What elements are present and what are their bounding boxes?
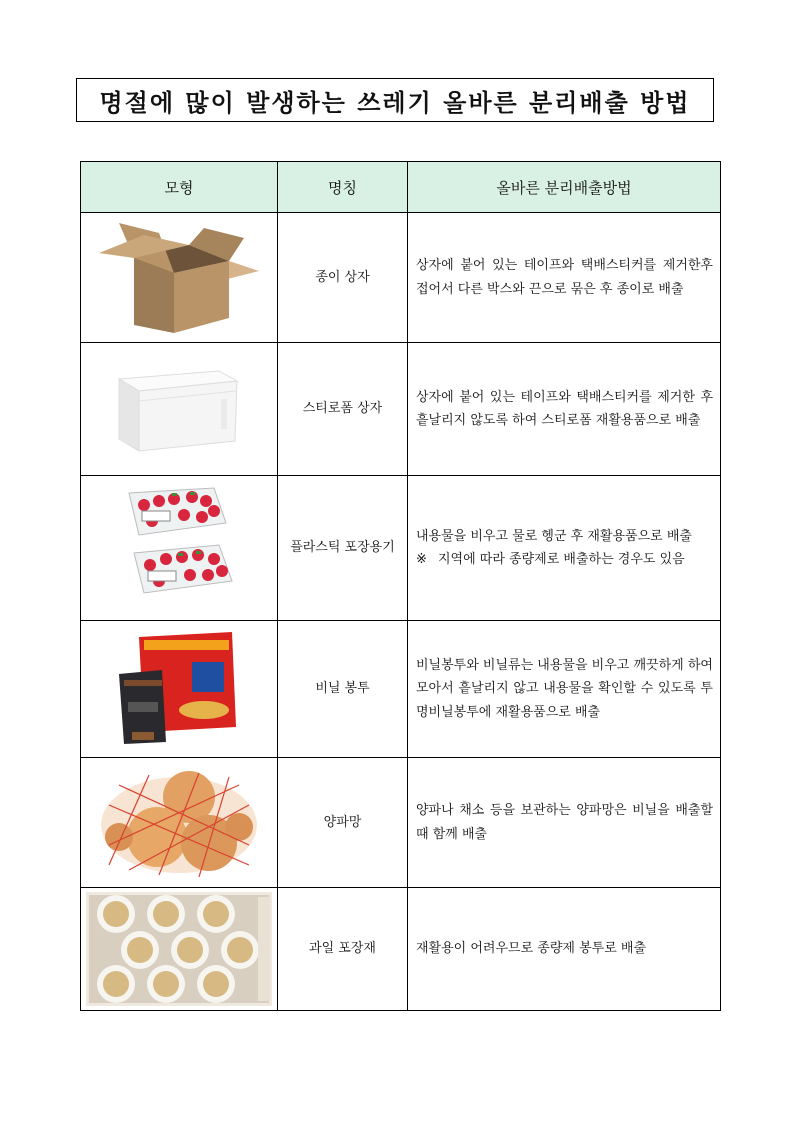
cardboard-box-image (81, 213, 278, 343)
note-mark: ※ (416, 552, 427, 567)
item-name: 비닐 봉투 (278, 621, 408, 758)
disposal-guide-table (80, 161, 721, 1011)
header-model: 모형 (81, 162, 278, 213)
table-row (81, 476, 721, 621)
item-method: 재활용이 어려우므로 종량제 봉투로 배출 (408, 888, 721, 1011)
item-name: 플라스틱 포장용기 (278, 476, 408, 621)
item-method: 내용물을 비우고 물로 헹군 후 재활용품으로 배출 (416, 528, 692, 544)
table-row (81, 758, 721, 888)
note-text: 지역에 따라 종량제로 배출하는 경우도 있음 (438, 552, 685, 567)
header-name: 명칭 (278, 162, 408, 213)
item-name: 양파망 (278, 758, 408, 888)
item-name: 과일 포장재 (278, 888, 408, 1011)
item-method: 상자에 붙어 있는 테이프와 택배스티커를 제거한후 접어서 다른 박스와 끈으로 묶은 후 종이로 배출 (408, 213, 721, 343)
header-method: 올바른 분리배출방법 (408, 162, 721, 213)
item-method-cell (408, 476, 721, 621)
method-note (416, 548, 713, 572)
item-name: 종이 상자 (278, 213, 408, 343)
styrofoam-box-image (81, 343, 278, 476)
table-row (81, 213, 721, 343)
page-title: 명절에 많이 발생하는 쓰레기 올바른 분리배출 방법 (76, 78, 714, 122)
table-header-row (81, 162, 721, 213)
table-row (81, 888, 721, 1011)
onion-net-image (81, 758, 278, 888)
table-row (81, 621, 721, 758)
item-method: 비닐봉투와 비닐류는 내용물을 비우고 깨끗하게 하여 모아서 흩날리지 않고 내용물을 확인할 수 있도록 투명비닐봉투에 재활용품으로 배출 (408, 621, 721, 758)
plastic-container-image (81, 476, 278, 621)
item-method: 양파나 채소 등을 보관하는 양파망은 비닐을 배출할 때 함께 배출 (408, 758, 721, 888)
table-row (81, 343, 721, 476)
vinyl-bag-image (81, 621, 278, 758)
item-name: 스티로폼 상자 (278, 343, 408, 476)
item-method: 상자에 붙어 있는 테이프와 택배스티커를 제거한 후 흩날리지 않도록 하여 스티로폼 재활용품으로 배출 (408, 343, 721, 476)
fruit-packaging-image (81, 888, 278, 1011)
